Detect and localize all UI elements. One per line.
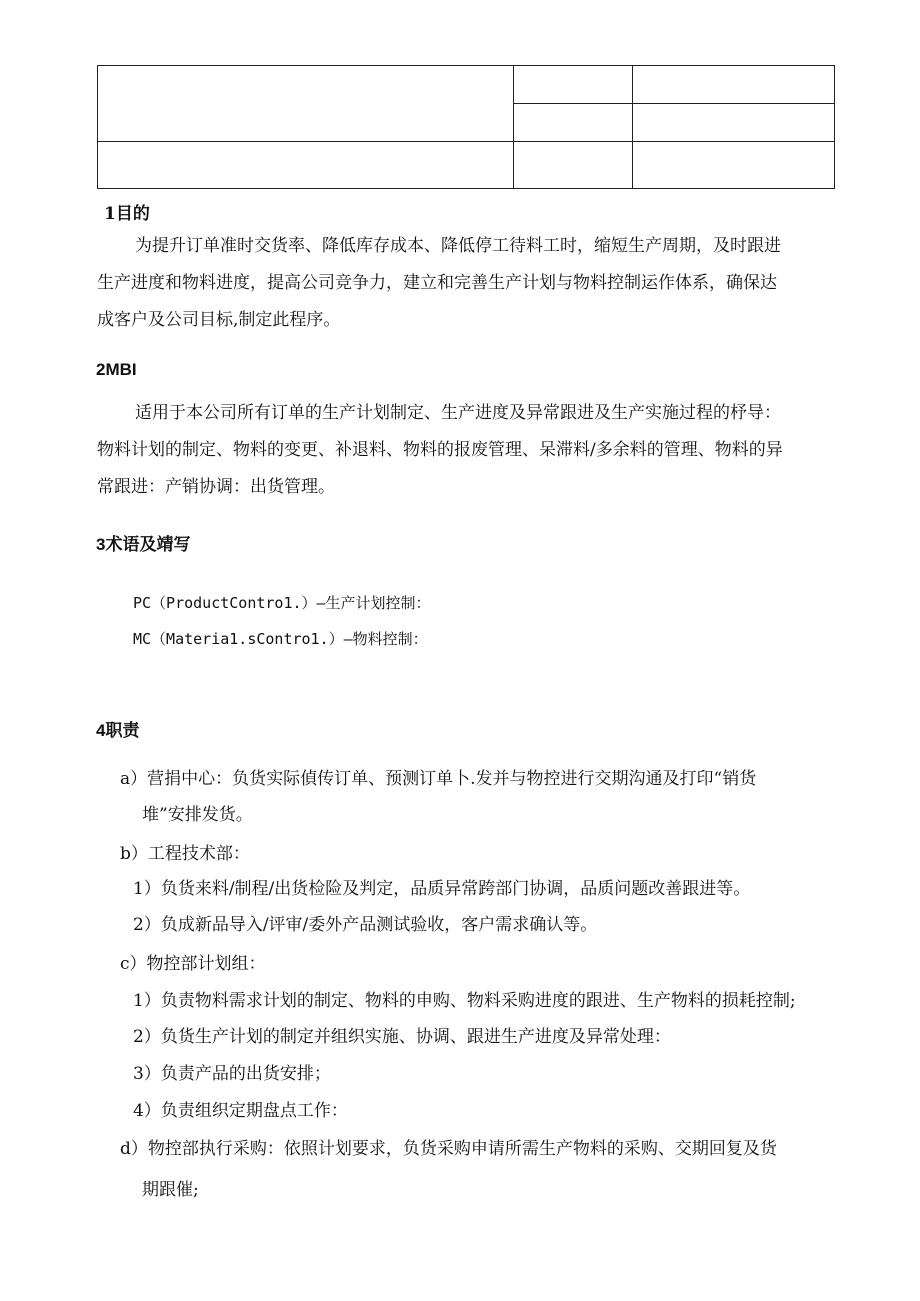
duty-b: b）工程技术部： bbox=[120, 844, 250, 864]
duty-b-1: 1）负货来料/制程/出货检险及判定，品质异常跨部门协调，品质问题改善跟进等。 bbox=[133, 879, 751, 899]
section-2-heading: 2MBI bbox=[96, 360, 137, 379]
header-table bbox=[97, 65, 835, 189]
header-cell bbox=[514, 104, 633, 142]
duty-b-2: 2）负成新品导入/评审/委外产品测试验收，客户需求确认等。 bbox=[133, 915, 598, 935]
duty-c-3: 3）负责产品的出货安排； bbox=[133, 1064, 331, 1084]
term-mc: MC（Materia1.sContro1.）—物料控制： bbox=[133, 630, 428, 648]
section-1-line: 生产进度和物料进度，提高公司竞争力，建立和完善生产计划与物料控制运作体系，确保达 bbox=[97, 273, 777, 293]
section-2-line: 适用于本公司所有订单的生产计划制定、生产进度及异常跟进及生产实施过程的杼导： bbox=[135, 403, 781, 423]
duty-a-cont: 堆”安排发货。 bbox=[142, 805, 253, 825]
header-cell bbox=[98, 66, 514, 142]
header-cell bbox=[633, 66, 835, 104]
duty-d-cont: 期跟催; bbox=[142, 1180, 199, 1200]
section-4-heading: 4职责 bbox=[96, 721, 140, 740]
term-pc: PC（ProductContro1.）—生产计划控制： bbox=[133, 594, 431, 612]
section-1-line: 成客户及公司目标,制定此程序。 bbox=[97, 310, 341, 330]
header-cell bbox=[633, 104, 835, 142]
section-1-line: 为提升订单准时交货率、降低库存成本、降低停工待料工时，缩短生产周期，及时跟进 bbox=[135, 236, 781, 256]
header-cell bbox=[633, 142, 835, 189]
header-cell bbox=[514, 66, 633, 104]
section-2-line: 常跟进：产销协调：出货管理。 bbox=[97, 477, 335, 497]
duty-c-1: 1）负责物料需求计划的制定、物料的申购、物料采购进度的跟进、生产物料的损耗控制; bbox=[133, 991, 796, 1011]
section-1-heading: 1目的 bbox=[104, 204, 150, 224]
duty-c-2: 2）负货生产计划的制定并组织实施、协调、跟进生产进度及异常处理： bbox=[133, 1027, 671, 1047]
duty-c: c）物控部计划组： bbox=[120, 954, 266, 974]
duty-a: a）营捐中心：负货实际偵传订单、预测订单卜.发并与物控进行交期沟通及打印“销货 bbox=[120, 769, 757, 789]
header-cell bbox=[514, 142, 633, 189]
section-3-heading: 3术语及靖写 bbox=[96, 535, 191, 554]
duty-d: d）物控部执行采购：依照计划要求，负货采购申请所需生产物料的采购、交期回复及货 bbox=[120, 1139, 777, 1159]
duty-c-4: 4）负责组织定期盘点工作： bbox=[133, 1101, 348, 1121]
header-cell bbox=[98, 142, 514, 189]
section-2-line: 物料计划的制定、物料的变更、补退料、物料的报废管理、呆滞料/多余料的管理、物料的异 bbox=[97, 440, 783, 460]
